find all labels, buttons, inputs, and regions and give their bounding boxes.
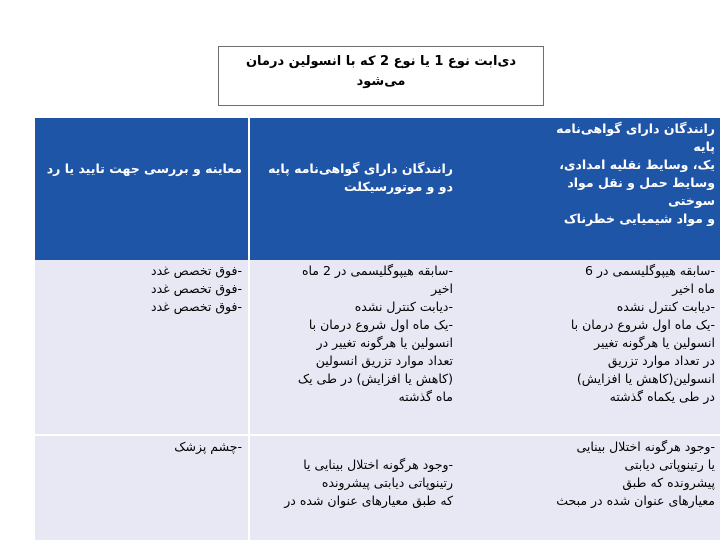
cell-line: انسولین یا هرگونه تغییر	[594, 335, 715, 350]
header-line: وسایط حمل و نقل مواد	[567, 175, 715, 190]
cell-line: پیشرونده که طبق	[622, 475, 715, 490]
header-cell-class2-drivers	[249, 118, 459, 260]
header-line: و مواد شیمیایی خطرناک	[563, 211, 715, 226]
cell-line: که طبق معیارهای عنوان شده در	[284, 493, 453, 508]
header-line: معاینه و بررسی جهت تایید یا رد	[46, 161, 242, 176]
cell-line: -سابقه هیپوگلیسمی در 2 ماه	[301, 263, 453, 278]
header-line: سوختی	[668, 193, 715, 208]
table-header-row	[34, 118, 720, 260]
cell-examination	[34, 260, 249, 435]
cell-line: معیارهای عنوان شده در مبحث	[556, 493, 715, 508]
header-cell-heavy-vehicle-drivers	[459, 118, 720, 260]
cell-line: -یک ماه اول شروع درمان با	[308, 317, 453, 332]
cell-line: ماه گذشته	[398, 389, 453, 404]
cell-line: در طی یکماه گذشته	[609, 389, 715, 404]
diabetes-driving-table	[33, 118, 720, 540]
cell-line: -دیابت کنترل نشده	[354, 299, 453, 314]
cell-line: -چشم پزشک	[174, 439, 242, 454]
header-line: دو و موتورسیکلت	[344, 179, 453, 194]
cell-examination	[34, 435, 249, 540]
cell-line: اخیر	[431, 281, 453, 296]
title-line: می‌شود	[356, 74, 406, 89]
cell-line: -وجود هرگونه اختلال بینایی	[576, 439, 715, 454]
table-row	[34, 260, 720, 435]
cell-line: رتینوپاتی دیابتی پیشرونده	[321, 475, 453, 490]
cell-line: -دیابت کنترل نشده	[616, 299, 715, 314]
header-cell-examination	[34, 118, 249, 260]
cell-class2-criteria	[249, 435, 459, 540]
header-line: پایه	[693, 139, 715, 154]
header-line: رانندگان دارای گواهی‌نامه پایه	[268, 161, 453, 176]
cell-line: (کاهش یا افزایش) در طی یک	[297, 371, 453, 386]
header-line: رانندگان دارای گواهی‌نامه	[556, 121, 715, 136]
cell-line: انسولین یا هرگونه تغییر در	[316, 335, 453, 350]
cell-line: -یک ماه اول شروع درمان با	[570, 317, 715, 332]
cell-line: تعداد موارد تزریق انسولین	[315, 353, 453, 368]
cell-line: -سابقه هیپوگلیسمی در 6	[584, 263, 715, 278]
cell-line: -وجود هرگونه اختلال بینایی یا	[303, 457, 453, 472]
cell-line: یا رتینوپاتی دیابتی	[624, 457, 715, 472]
cell-line: -فوق تخصص غدد	[151, 281, 242, 296]
table-row	[34, 435, 720, 540]
cell-line: انسولین(کاهش یا افزایش)	[576, 371, 715, 386]
cell-class2-criteria	[249, 260, 459, 435]
cell-heavy-criteria	[459, 435, 720, 540]
title-line: دی‌ابت نوع 1 یا نوع 2 که با انسولین درمان	[245, 54, 517, 69]
cell-line: ماه اخیر	[672, 281, 715, 296]
slide-title	[218, 46, 544, 106]
cell-heavy-criteria	[459, 260, 720, 435]
cell-line: در تعداد موارد تزریق	[607, 353, 715, 368]
header-line: یک، وسایط نقلیه امدادی،	[559, 157, 715, 172]
cell-line: -فوق تخصص غدد	[151, 263, 242, 278]
cell-line: -فوق تخصص غدد	[151, 299, 242, 314]
